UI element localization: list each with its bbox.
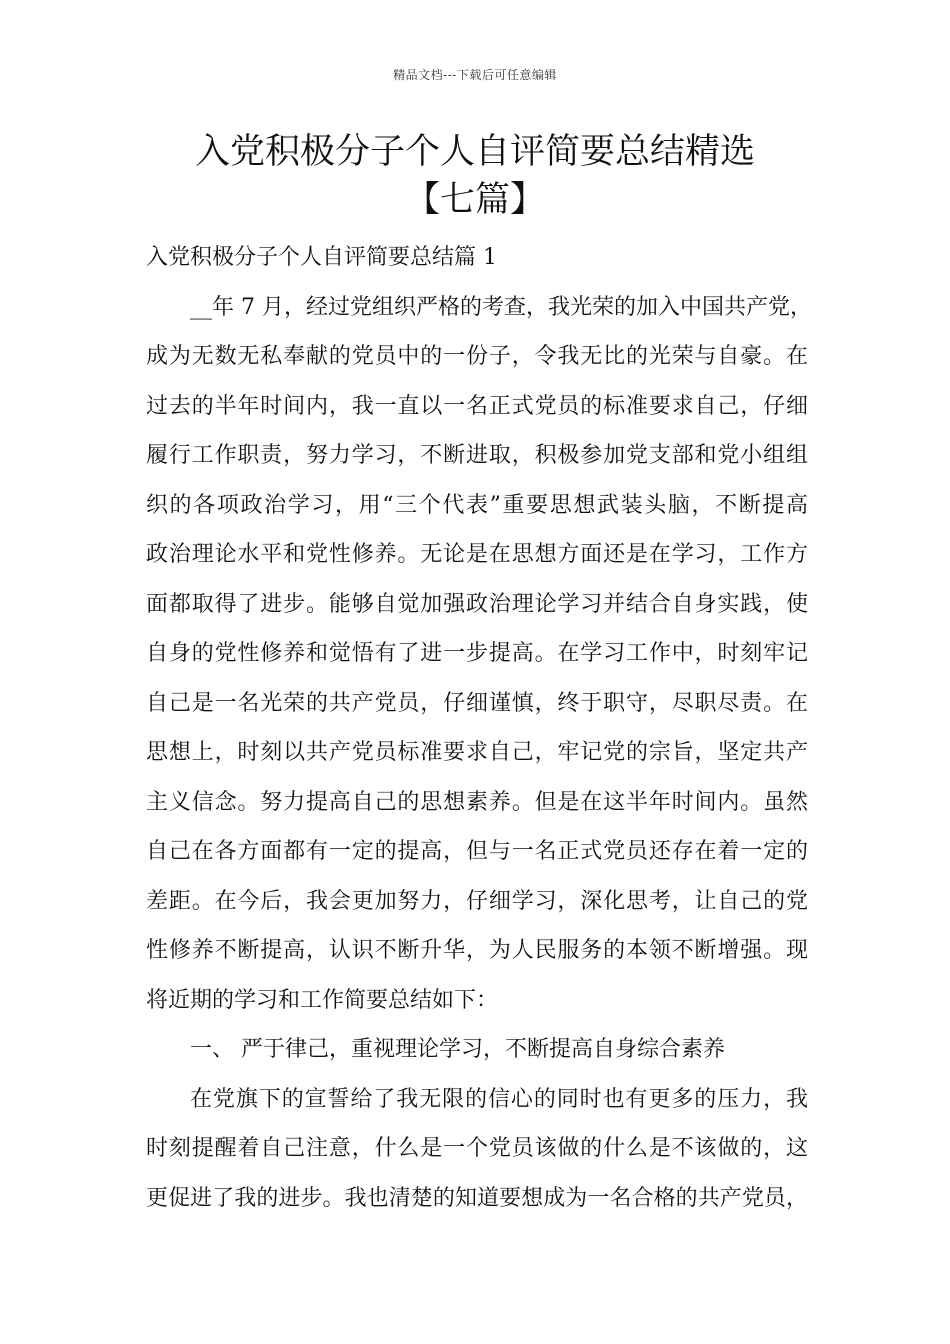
paragraph-line: 主义信念。努力提高自己的思想素养。但是在这半年时间内。虽然 (146, 789, 808, 815)
paragraph-line: 性修养不断提高，认识不断升华，为人民服务的本领不断增强。现 (146, 938, 808, 963)
section-title: 入党积极分子个人自评简要总结篇 1 (146, 245, 497, 270)
paragraph-2 (146, 1075, 808, 1224)
title-line-2: 【七篇】 (404, 180, 545, 220)
document-title (0, 128, 950, 224)
paragraph-line: __年 7 月，经过党组织严格的考查，我光荣的加入中国共产党， (190, 294, 812, 320)
paragraph-line: 面都取得了进步。能够自觉加强政治理论学习并结合自身实践，使 (146, 591, 808, 617)
paragraph-line: 成为无数无私奉献的党员中的一份子，令我无比的光荣与自豪。在 (146, 344, 808, 369)
paragraph-line: 过去的半年时间内，我一直以一名正式党员的标准要求自己，仔细 (146, 393, 808, 419)
paragraph-line: 将近期的学习和工作简要总结如下： (146, 987, 499, 1013)
paragraph-line: 政治理论水平和党性修养。无论是在思想方面还是在学习，工作方 (146, 542, 808, 567)
paragraph-line: 自己在各方面都有一定的提高，但与一名正式党员还存在着一定的 (146, 839, 808, 864)
paragraph-line: 自身的党性修养和觉悟有了进一步提高。在学习工作中，时刻牢记 (146, 641, 808, 666)
paragraph-line: 织的各项政治学习，用“三个代表”重要思想武装头脑，不断提高 (146, 492, 808, 518)
header-note: 精品文档---下载后可任意编辑 (393, 68, 557, 82)
document-body (146, 233, 812, 1223)
paragraph-line: 差距。在今后，我会更加努力，仔细学习，深化思考，让自己的党 (146, 888, 808, 914)
paragraph-line: 履行工作职责，努力学习，不断进取，积极参加党支部和党小组组 (146, 443, 808, 468)
paragraph-1 (146, 283, 812, 1026)
paragraph-line: 更促进了我的进步。我也清楚的知道要想成为一名合格的共产党员， (146, 1185, 808, 1211)
paragraph-line: 自己是一名光荣的共产党员，仔细谨慎，终于职守，尽职尽责。在 (146, 690, 808, 716)
paragraph-line: 时刻提醒着自己注意，什么是一个党员该做的什么是不该做的，这 (146, 1136, 808, 1161)
paragraph-line: 在党旗下的宣誓给了我无限的信心的同时也有更多的压力，我 (190, 1086, 808, 1112)
section-heading-1: 一、 严于律己，重视理论学习，不断提高自身综合素养 (190, 1037, 725, 1062)
paragraph-line: 思想上，时刻以共产党员标准要求自己，牢记党的宗旨，坚定共产 (146, 740, 808, 765)
title-line-1: 入党积极分子个人自评简要总结精选 (194, 132, 755, 172)
